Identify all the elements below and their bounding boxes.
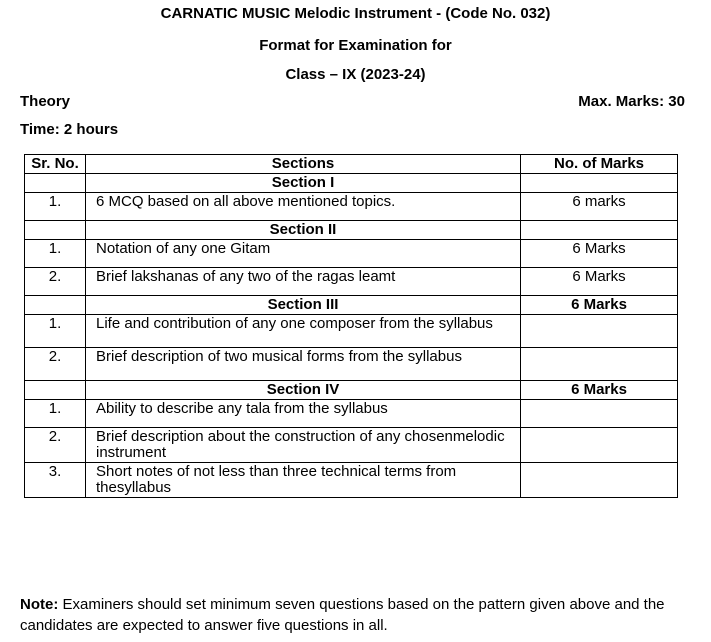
page-title: CARNATIC MUSIC Melodic Instrument - (Code No. 032) [160,5,551,22]
table-row [25,463,678,498]
exam-format-table [24,154,678,498]
cell-marks [521,315,678,348]
page-subtitle: Format for Examination for [259,37,452,54]
table-row [25,400,678,428]
section-row [25,174,678,193]
cell-section-text: Section IV [86,381,521,400]
cell-section-text: Ability to describe any tala from the syllabus [86,400,521,428]
cell-section-text: Brief description of two musical forms from the syllabus [86,348,521,381]
class-line: Class – IX (2023-24) [285,66,426,83]
cell-sr: 1. [25,315,86,348]
cell-section-text: Life and contribution of any one composer from the syllabus [86,315,521,348]
table-header-row [25,155,678,174]
note-text: Examiners should set minimum seven questions based on the pattern given above and the candidates are expected to answer five questions in all. [20,596,665,634]
table-body [25,174,678,498]
cell-marks [521,221,678,240]
cell-section-text: Notation of any one Gitam [86,240,521,268]
cell-section-text: Section I [86,174,521,193]
cell-marks: 6 Marks [521,268,678,296]
cell-section-text: Section II [86,221,521,240]
note-label: Note: [20,596,59,613]
cell-sr [25,221,86,240]
cell-section-text: Brief description about the construction of any chosenmelodic instrument [86,428,521,463]
table-row [25,348,678,381]
max-marks: Max. Marks: 30 [578,93,685,110]
exam-time: Time: 2 hours [20,121,119,138]
cell-sr [25,174,86,193]
cell-sr: 2. [25,428,86,463]
cell-sr [25,381,86,400]
cell-section-text: Section III [86,296,521,315]
table-row [25,268,678,296]
cell-marks [521,174,678,193]
cell-sr: 1. [25,193,86,221]
table-row [25,193,678,221]
cell-sr: 1. [25,400,86,428]
table-row [25,428,678,463]
cell-sr: 2. [25,348,86,381]
note [20,594,700,636]
cell-marks: 6 marks [521,193,678,221]
cell-section-text: Brief lakshanas of any two of the ragas leamt [86,268,521,296]
header-marks: No. of Marks [521,155,678,174]
cell-sr: 2. [25,268,86,296]
cell-section-text: 6 MCQ based on all above mentioned topics. [86,193,521,221]
header-sr: Sr. No. [25,155,86,174]
section-row [25,296,678,315]
cell-marks: 6 Marks [521,296,678,315]
paper-type: Theory [20,93,71,110]
cell-marks [521,463,678,498]
cell-marks [521,428,678,463]
cell-marks: 6 Marks [521,381,678,400]
table-row [25,240,678,268]
cell-marks [521,348,678,381]
header-sections: Sections [86,155,521,174]
cell-sr [25,296,86,315]
cell-sr: 3. [25,463,86,498]
cell-marks [521,400,678,428]
cell-section-text: Short notes of not less than three technical terms from thesyllabus [86,463,521,498]
section-row [25,221,678,240]
cell-marks: 6 Marks [521,240,678,268]
cell-sr: 1. [25,240,86,268]
section-row [25,381,678,400]
table-row [25,315,678,348]
